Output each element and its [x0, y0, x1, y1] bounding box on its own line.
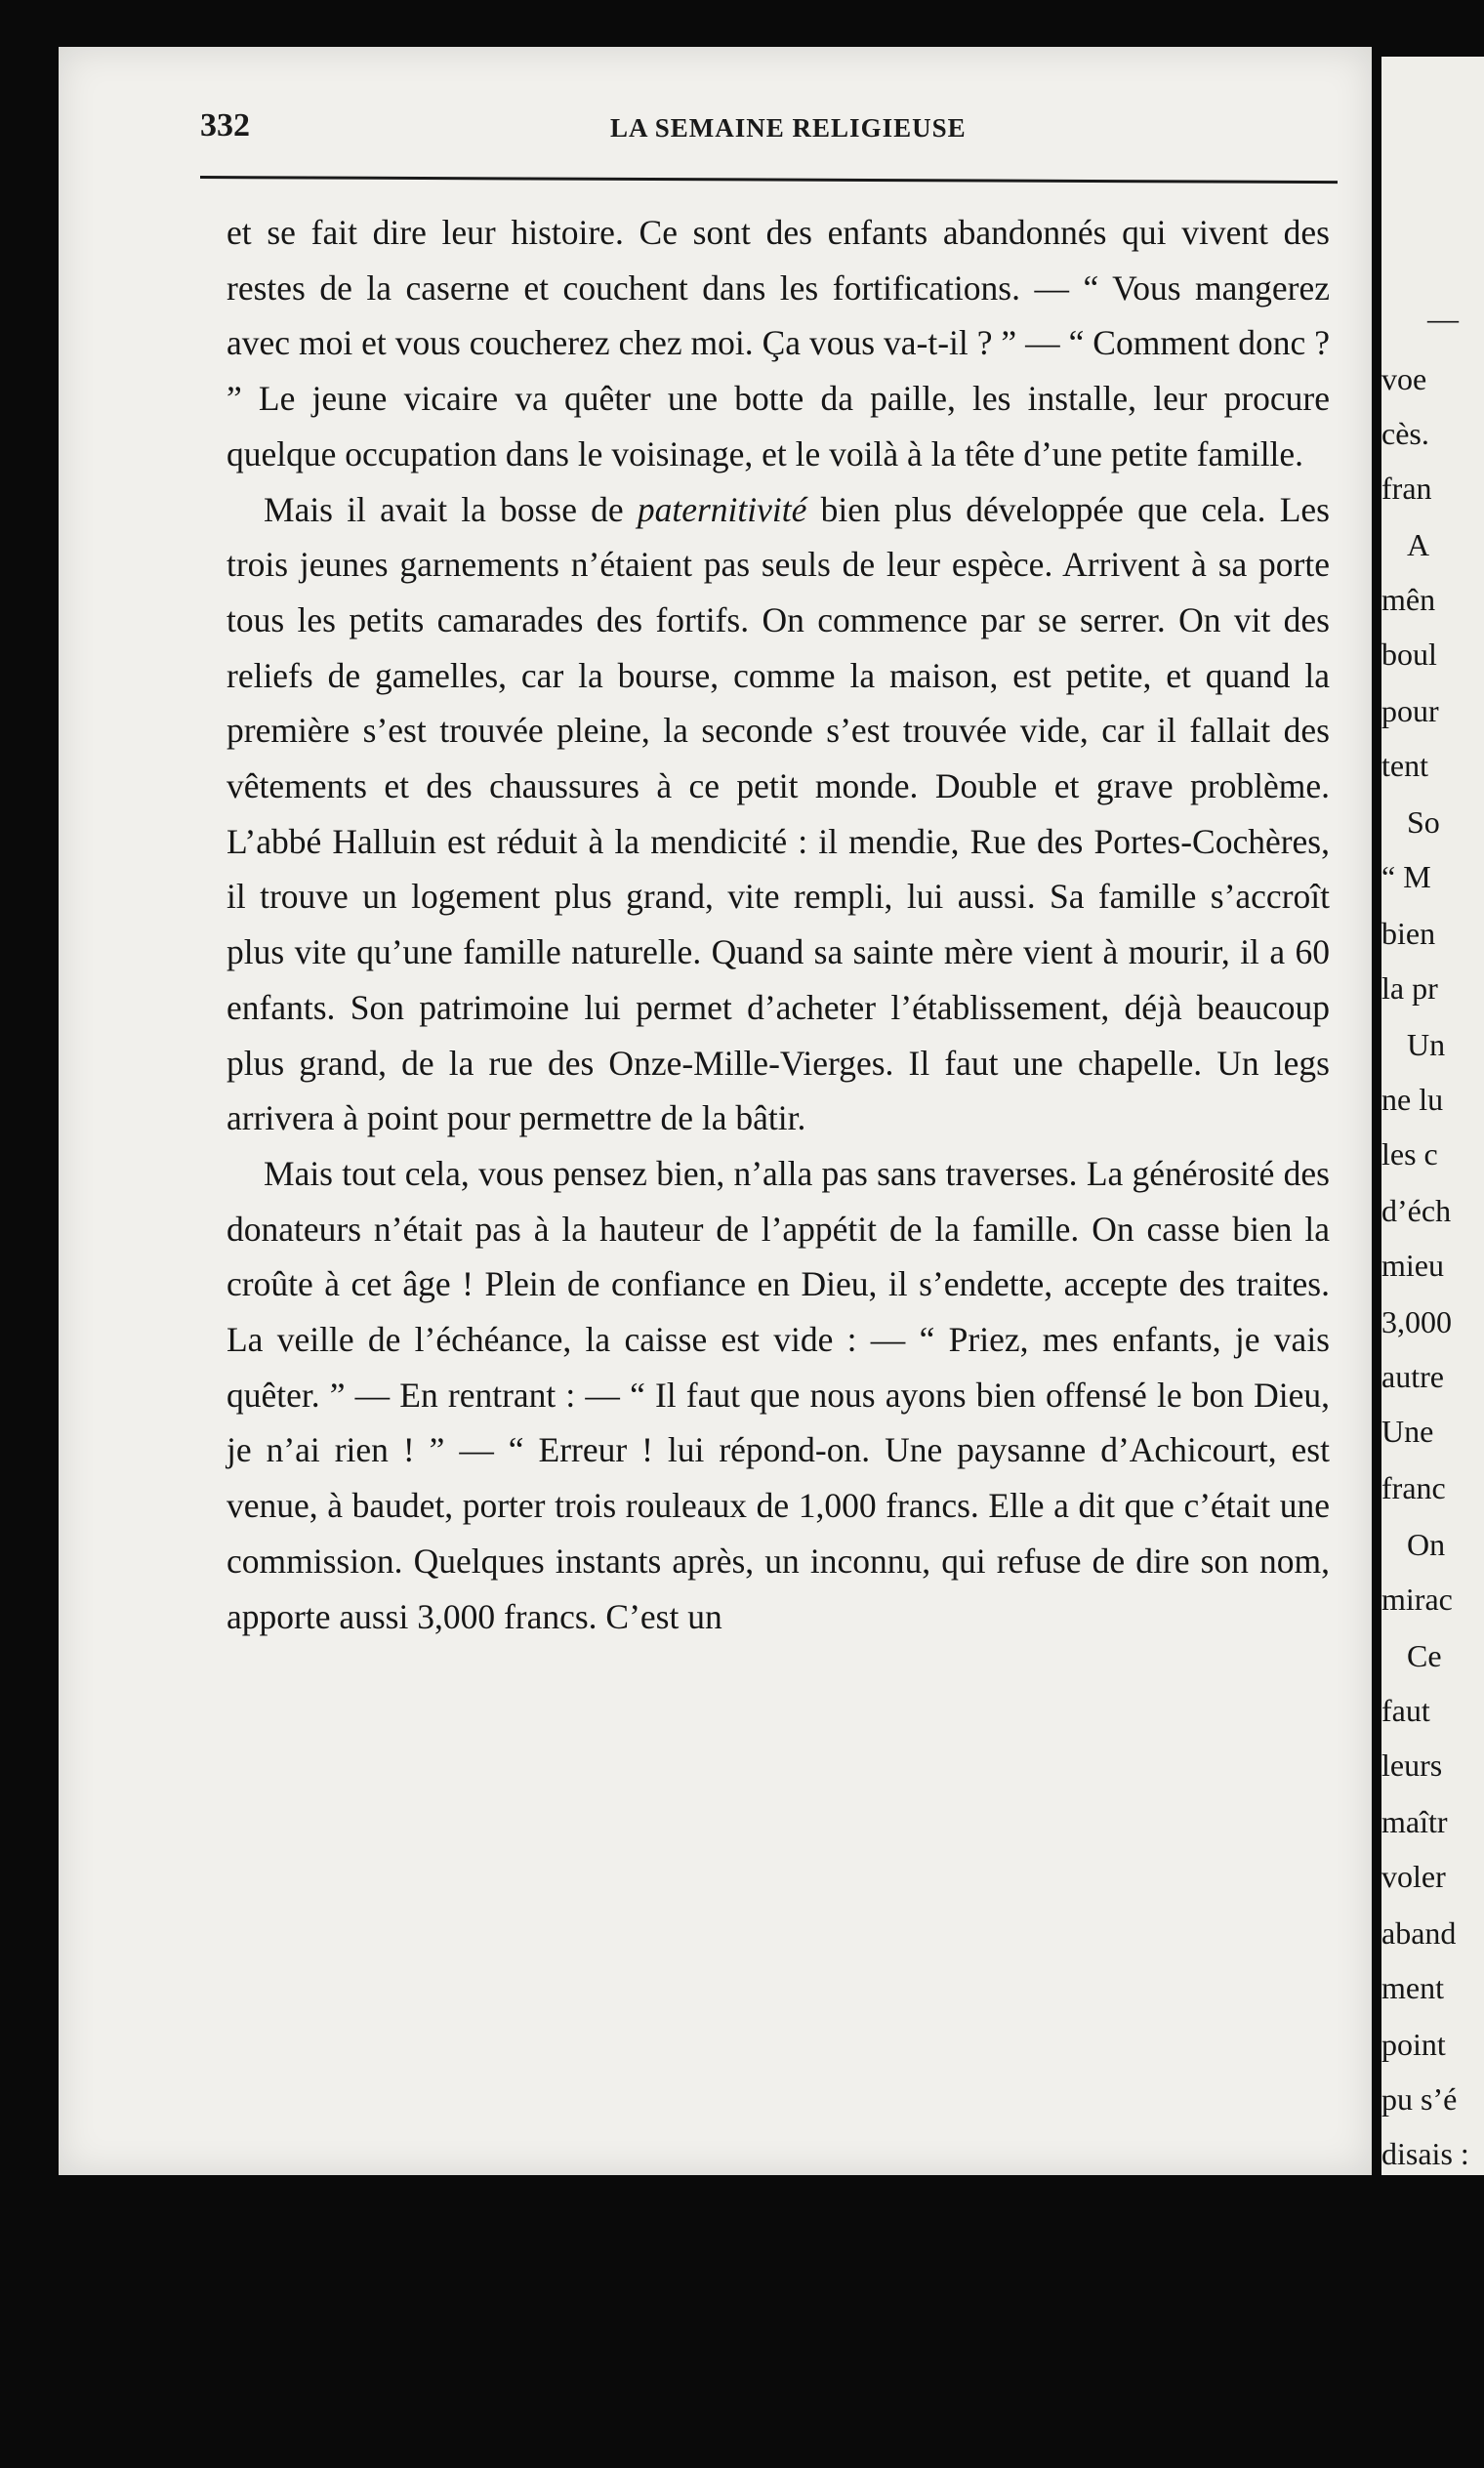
facing-page-fragment: Un: [1407, 1027, 1446, 1062]
paragraph-3: [227, 1146, 1330, 1644]
facing-page-fragment: leurs: [1381, 1748, 1443, 1783]
facing-page-fragment: mên: [1381, 582, 1436, 617]
facing-page-fragment: voe: [1381, 361, 1427, 396]
facing-page-fragment: faut: [1381, 1693, 1430, 1728]
page-number: 332: [200, 107, 250, 144]
body-text: [227, 205, 1330, 2158]
facing-page-fragment: maîtr: [1381, 1804, 1448, 1839]
facing-page-fragment: point: [1381, 2027, 1446, 2062]
paragraph-2-text-end: bien plus développée que cela. Les trois jeunes garnements n’étaient pas seuls de leur espèce. Arrivent à sa porte tous les petits camarades des fortifs. On commence par se serrer. On vit des reliefs de gamelles, car la bourse, comme la maison, est petite, et quand la première s’est trouvée pleine, la seconde s’est trouvée vide, car il fallait des vêtements et des chaussures à ce petit monde. Double et grave problème. L’abbé Halluin est réduit à la mendicité : il mendie, Rue des Portes-Cochères, il trouve un logement plus grand, vite rempli, lui aussi. Sa famille s’accroît plus vite qu’une famille naturelle. Quand sa sainte mère vient à mourir, il a 60 enfants. Son patrimoine lui permet d’acheter l’établissement, déjà beaucoup plus grand, de la rue des Onze-Mille-Vierges. Il faut une chapelle. Un legs arrivera à point pour permettre de la bâtir.: [227, 489, 1330, 1138]
facing-page-fragment: pour: [1381, 693, 1439, 728]
facing-page-fragment: boul: [1381, 637, 1437, 672]
paragraph-2-emphasis: paternitivité: [637, 489, 807, 529]
facing-page-fragment: A: [1407, 527, 1430, 562]
facing-page-fragment: Ce: [1407, 1638, 1442, 1673]
facing-page-fragment: “ M: [1381, 859, 1431, 894]
facing-page-fragment: les c: [1381, 1136, 1438, 1172]
paragraph-2: [227, 482, 1330, 1146]
facing-page-fragment: franc: [1381, 1470, 1446, 1505]
facing-page-fragment: pu s’é: [1381, 2081, 1458, 2117]
facing-page-fragment: la pr: [1381, 970, 1438, 1006]
facing-page: [1381, 57, 1484, 2175]
facing-page-fragment: 3,000: [1381, 1304, 1452, 1339]
paragraph-3-text: Mais tout cela, vous pensez bien, n’alla pas sans traverses. La générosité des donateurs n’était pas à la hauteur de l’appétit de la famille. On casse bien la croûte à cet âge ! Plein de confiance en Dieu, il s’endette, accepte des traites. La veille de l’échéance, la caisse est vide : — “ Priez, mes enfants, je vais quêter. ” — En rentrant : — “ Il faut que nous ayons bien offensé le bon Dieu, je n’ai rien ! ” — “ Erreur ! lui répond-on. Une paysanne d’Achicourt, est venue, à baudet, porter trois rouleaux de 1,000 francs. Elle a dit que c’était une commission. Quelques instants après, un inconnu, qui refuse de dire son nom, apporte aussi 3,000 francs. C’est un: [227, 1153, 1330, 1636]
facing-page-fragment: —: [1427, 301, 1459, 336]
facing-page-fragment: cès.: [1381, 416, 1429, 451]
paragraph-1: [227, 205, 1330, 482]
facing-page-fragment: bien: [1381, 916, 1436, 951]
paragraph-2-text-start: Mais il avait la bosse de: [264, 489, 638, 529]
facing-page-fragment: mirac: [1381, 1582, 1453, 1617]
running-head: LA SEMAINE RELIGIEUSE: [610, 113, 967, 143]
facing-page-fragment: aband: [1381, 1915, 1457, 1951]
page-header: [200, 107, 1333, 166]
facing-page-fragment: disais :: [1381, 2136, 1469, 2171]
facing-page-fragment: tent: [1381, 748, 1428, 783]
facing-page-fragment: On: [1407, 1527, 1446, 1562]
facing-page-fragment: Une: [1381, 1414, 1434, 1449]
facing-page-fragment: ment: [1381, 1970, 1444, 2005]
facing-page-fragment: ne lu: [1381, 1082, 1444, 1117]
facing-page-fragment: d’éch: [1381, 1193, 1452, 1228]
facing-page-fragment: fran: [1381, 471, 1432, 506]
facing-page-fragment: So: [1407, 804, 1440, 840]
facing-page-fragment: autre: [1381, 1359, 1444, 1394]
paragraph-1-text: et se fait dire leur histoire. Ce sont des enfants abandonnés qui vivent des restes de la caserne et couchent dans les fortifications. — “ Vous mangerez avec moi et vous coucherez chez moi. Ça vous va-t-il ? ” — “ Comment donc ? ” Le jeune vicaire va quêter une botte da paille, les installe, leur procure quelque occupation dans le voisinage, et le voilà à la tête d’une petite famille.: [227, 213, 1330, 473]
facing-page-fragment: mieu: [1381, 1248, 1444, 1283]
facing-page-fragment: voler: [1381, 1859, 1446, 1894]
